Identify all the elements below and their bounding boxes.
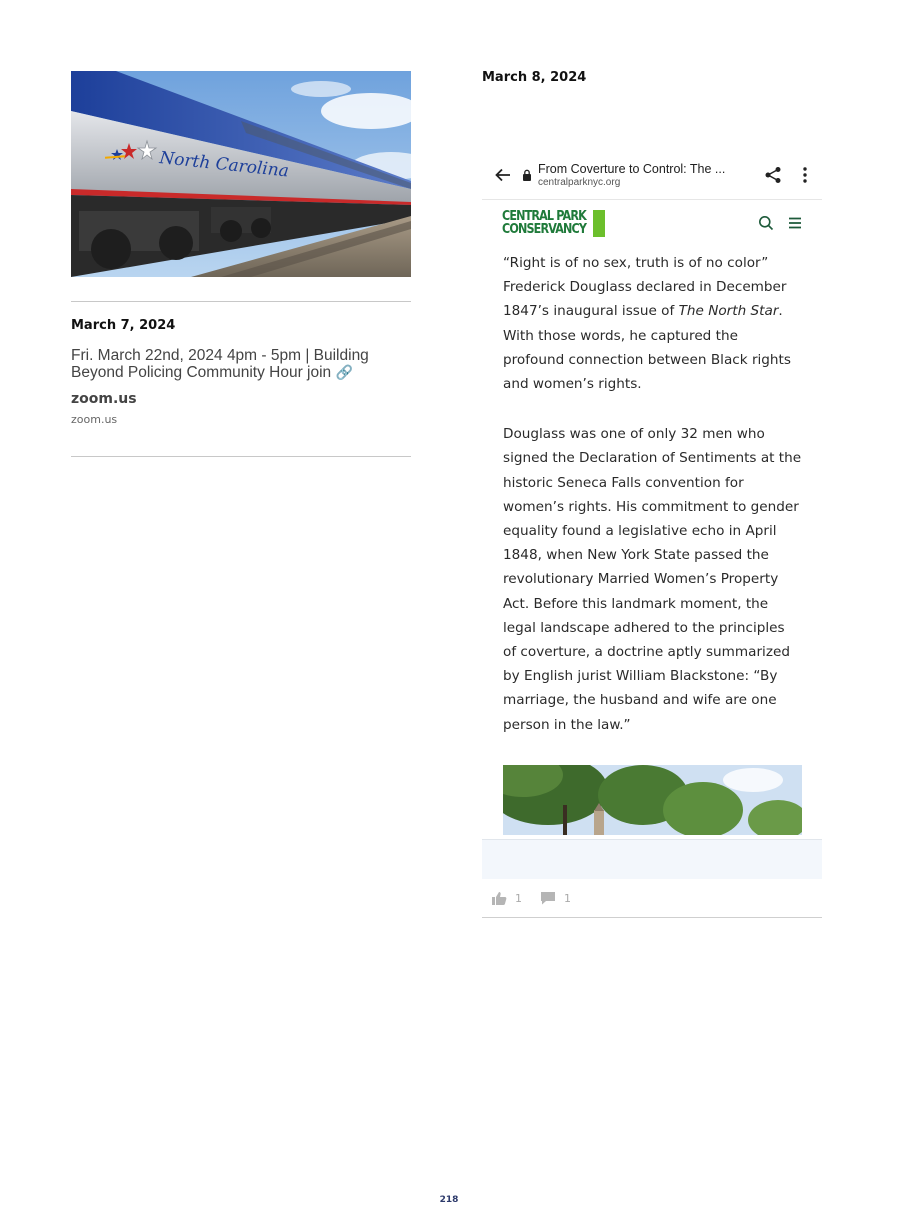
left-post xyxy=(71,71,411,457)
article-paragraph: Douglass was one of only 32 men who signed the Declaration of Sentiments at the historic Seneca Falls convention for women’s rights. His commitment to gender equality found a legislative echo in April 1848, when New York State passed the revolutionary Married Women’s Property Act. Before this landmark moment, the legal landscape adhered to the principles of coverture, a doctrine aptly summarized by English jurist William Blackstone: “By marriage, the husband and wife are one person in the law.” xyxy=(503,426,802,733)
link-preview-domain[interactable]: zoom.us xyxy=(71,413,118,426)
link-icon: 🔗 xyxy=(335,364,353,380)
reaction-bar xyxy=(482,879,822,917)
url-block[interactable] xyxy=(538,162,750,188)
right-post xyxy=(482,70,822,918)
site-header xyxy=(482,200,822,246)
divider xyxy=(71,456,411,457)
like-count: 1 xyxy=(515,891,522,905)
reaction-panel xyxy=(482,839,822,879)
article-body xyxy=(482,251,822,737)
post-date: March 7, 2024 xyxy=(71,318,176,333)
post-body-text: Fri. March 22nd, 2024 4pm - 5pm | Building Beyond Policing Community Hour join xyxy=(71,347,369,381)
lock-icon xyxy=(522,169,532,181)
train-illustration xyxy=(71,71,411,277)
screenshot-bottom-band xyxy=(482,823,822,839)
hamburger-menu-icon[interactable] xyxy=(788,216,802,230)
paragraph-text: . With those words, he captured the profound connection between Black rights and women’s rights. xyxy=(503,303,791,393)
comment-count: 1 xyxy=(564,891,571,905)
train-photo[interactable] xyxy=(71,71,411,277)
share-icon[interactable] xyxy=(764,166,782,184)
back-arrow-icon[interactable] xyxy=(494,166,512,184)
browser-address-bar xyxy=(482,150,822,200)
divider xyxy=(71,301,411,302)
logo-line-1: CENTRAL PARK xyxy=(502,208,586,224)
publication-title: The North Star xyxy=(678,303,779,320)
article-paragraph xyxy=(503,251,802,396)
thumbs-up-icon[interactable] xyxy=(491,891,507,905)
page-host: centralparknyc.org xyxy=(538,176,621,188)
post-date: March 8, 2024 xyxy=(482,70,587,85)
logo-line-2: CONSERVANCY xyxy=(502,222,587,237)
conservancy-logo[interactable] xyxy=(502,210,605,237)
logo-green-bar xyxy=(593,210,605,237)
page-number: 218 xyxy=(439,1195,459,1205)
page-tab-title: From Coverture to Control: The ... xyxy=(538,161,726,176)
divider xyxy=(482,917,822,918)
post-body xyxy=(71,347,411,381)
embedded-screenshot[interactable] xyxy=(482,150,822,839)
search-icon[interactable] xyxy=(758,215,774,231)
comment-icon[interactable] xyxy=(540,891,556,905)
logo-text xyxy=(502,210,591,237)
kebab-menu-icon[interactable] xyxy=(798,166,812,184)
train-livery-text: North Carolina xyxy=(158,148,290,182)
paragraph-text: “Right is of no sex, truth is of no color” Frederick Douglass declared in December 1847’s inaugural issue of xyxy=(503,255,787,320)
link-preview-title[interactable]: zoom.us xyxy=(71,391,137,407)
